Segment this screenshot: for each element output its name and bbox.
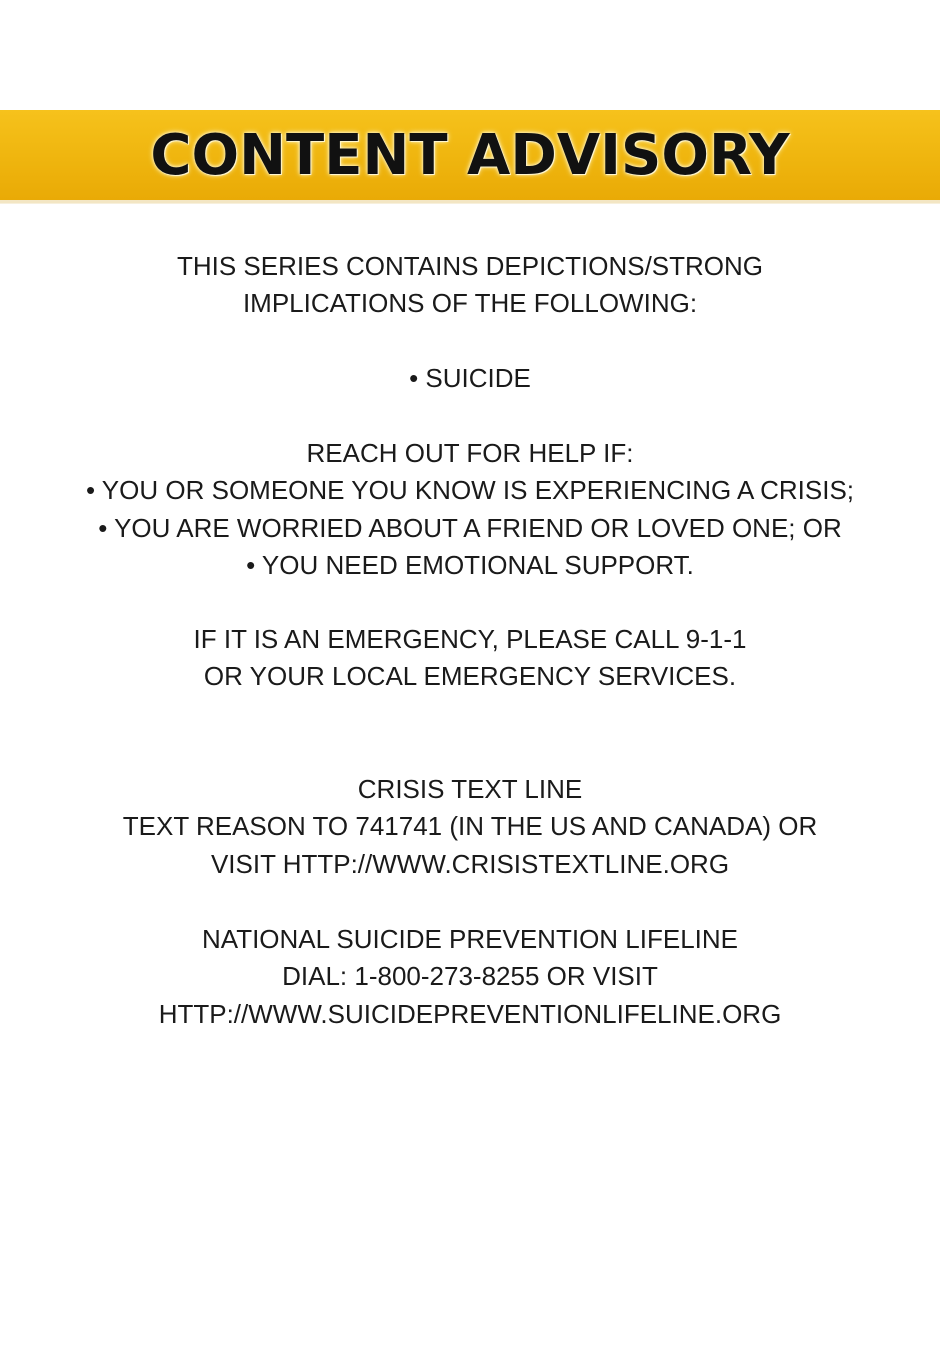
crisis-text-line-name: CRISIS TEXT LINE [357,774,583,804]
help-section [0,435,940,585]
help-item-worried: • YOU ARE WORRIED ABOUT A FRIEND OR LOVED ONE; OR [98,512,842,543]
content-advisory-banner [0,110,940,203]
crisis-text-line-url: VISIT HTTP://WWW.CRISISTEXTLINE.ORG [210,848,730,879]
intro-line: IMPLICATIONS OF THE FOLLOWING: [242,288,698,319]
page-title: CONTENT ADVISORY [150,123,790,188]
help-item-support: • YOU NEED EMOTIONAL SUPPORT. [246,550,694,581]
lifeline-name: NATIONAL SUICIDE PREVENTION LIFELINE [202,924,738,954]
lifeline-section [0,921,940,1033]
emergency-line: OR YOUR LOCAL EMERGENCY SERVICES. [203,661,737,692]
topics-list [0,360,940,397]
help-item-crisis: • YOU OR SOMEONE YOU KNOW IS EXPERIENCING A CRISIS; [85,475,855,506]
intro-line: THIS SERIES CONTAINS DEPICTIONS/STRONG [176,251,764,281]
crisis-text-line-section [0,771,940,883]
lifeline-phone: DIAL: 1-800-273-8255 OR VISIT [282,961,658,992]
intro-section [0,248,940,323]
help-heading: REACH OUT FOR HELP IF: [306,438,634,468]
lifeline-url: HTTP://WWW.SUICIDEPREVENTIONLIFELINE.ORG [158,998,782,1029]
crisis-text-line-instructions: TEXT REASON TO 741741 (IN THE US AND CANADA) OR [122,811,818,842]
emergency-section [0,621,940,696]
topic-item-suicide: • SUICIDE [409,363,531,393]
emergency-line: IF IT IS AN EMERGENCY, PLEASE CALL 9-1-1 [193,624,747,654]
